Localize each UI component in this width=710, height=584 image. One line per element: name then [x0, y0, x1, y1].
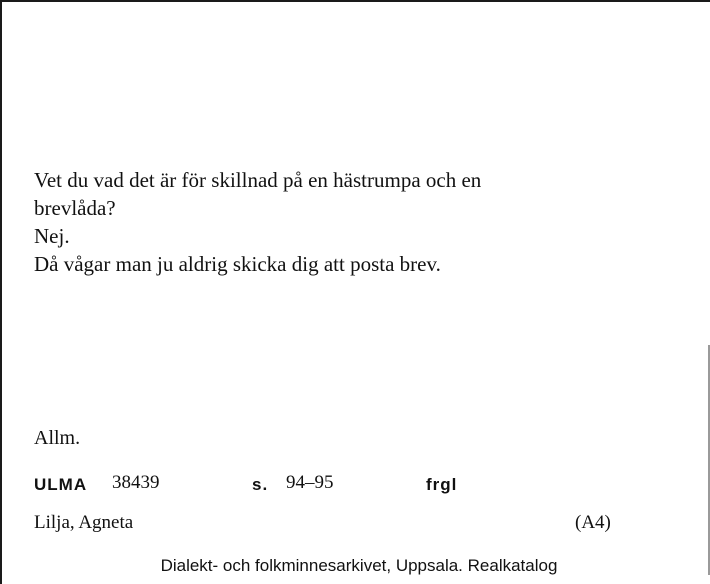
archive-footer: Dialekt- och folkminnesarkivet, Uppsala. Realkatalog: [160, 556, 558, 575]
joke-line: Vet du vad det är för skillnad på en hästrumpa och en: [34, 168, 482, 192]
archive-label: ULMA: [34, 475, 88, 494]
reference-row: [34, 472, 674, 498]
informant-row: [34, 512, 634, 538]
card-top-border: [0, 0, 710, 2]
joke-text: [34, 166, 654, 278]
page-range: 94–95: [286, 472, 334, 493]
genre-code: frgl: [426, 475, 458, 494]
joke-line: Då vågar man ju aldrig skicka dig att posta brev.: [34, 252, 441, 276]
informant-name: Lilja, Agneta: [34, 512, 134, 533]
card-left-border: [0, 0, 2, 584]
page-label: s.: [252, 475, 269, 494]
joke-line: brevlåda?: [34, 196, 116, 220]
archive-number: 38439: [112, 472, 160, 493]
format-code: (A4): [575, 512, 611, 533]
category-label: Allm.: [34, 427, 81, 449]
joke-line: Nej.: [34, 224, 70, 248]
